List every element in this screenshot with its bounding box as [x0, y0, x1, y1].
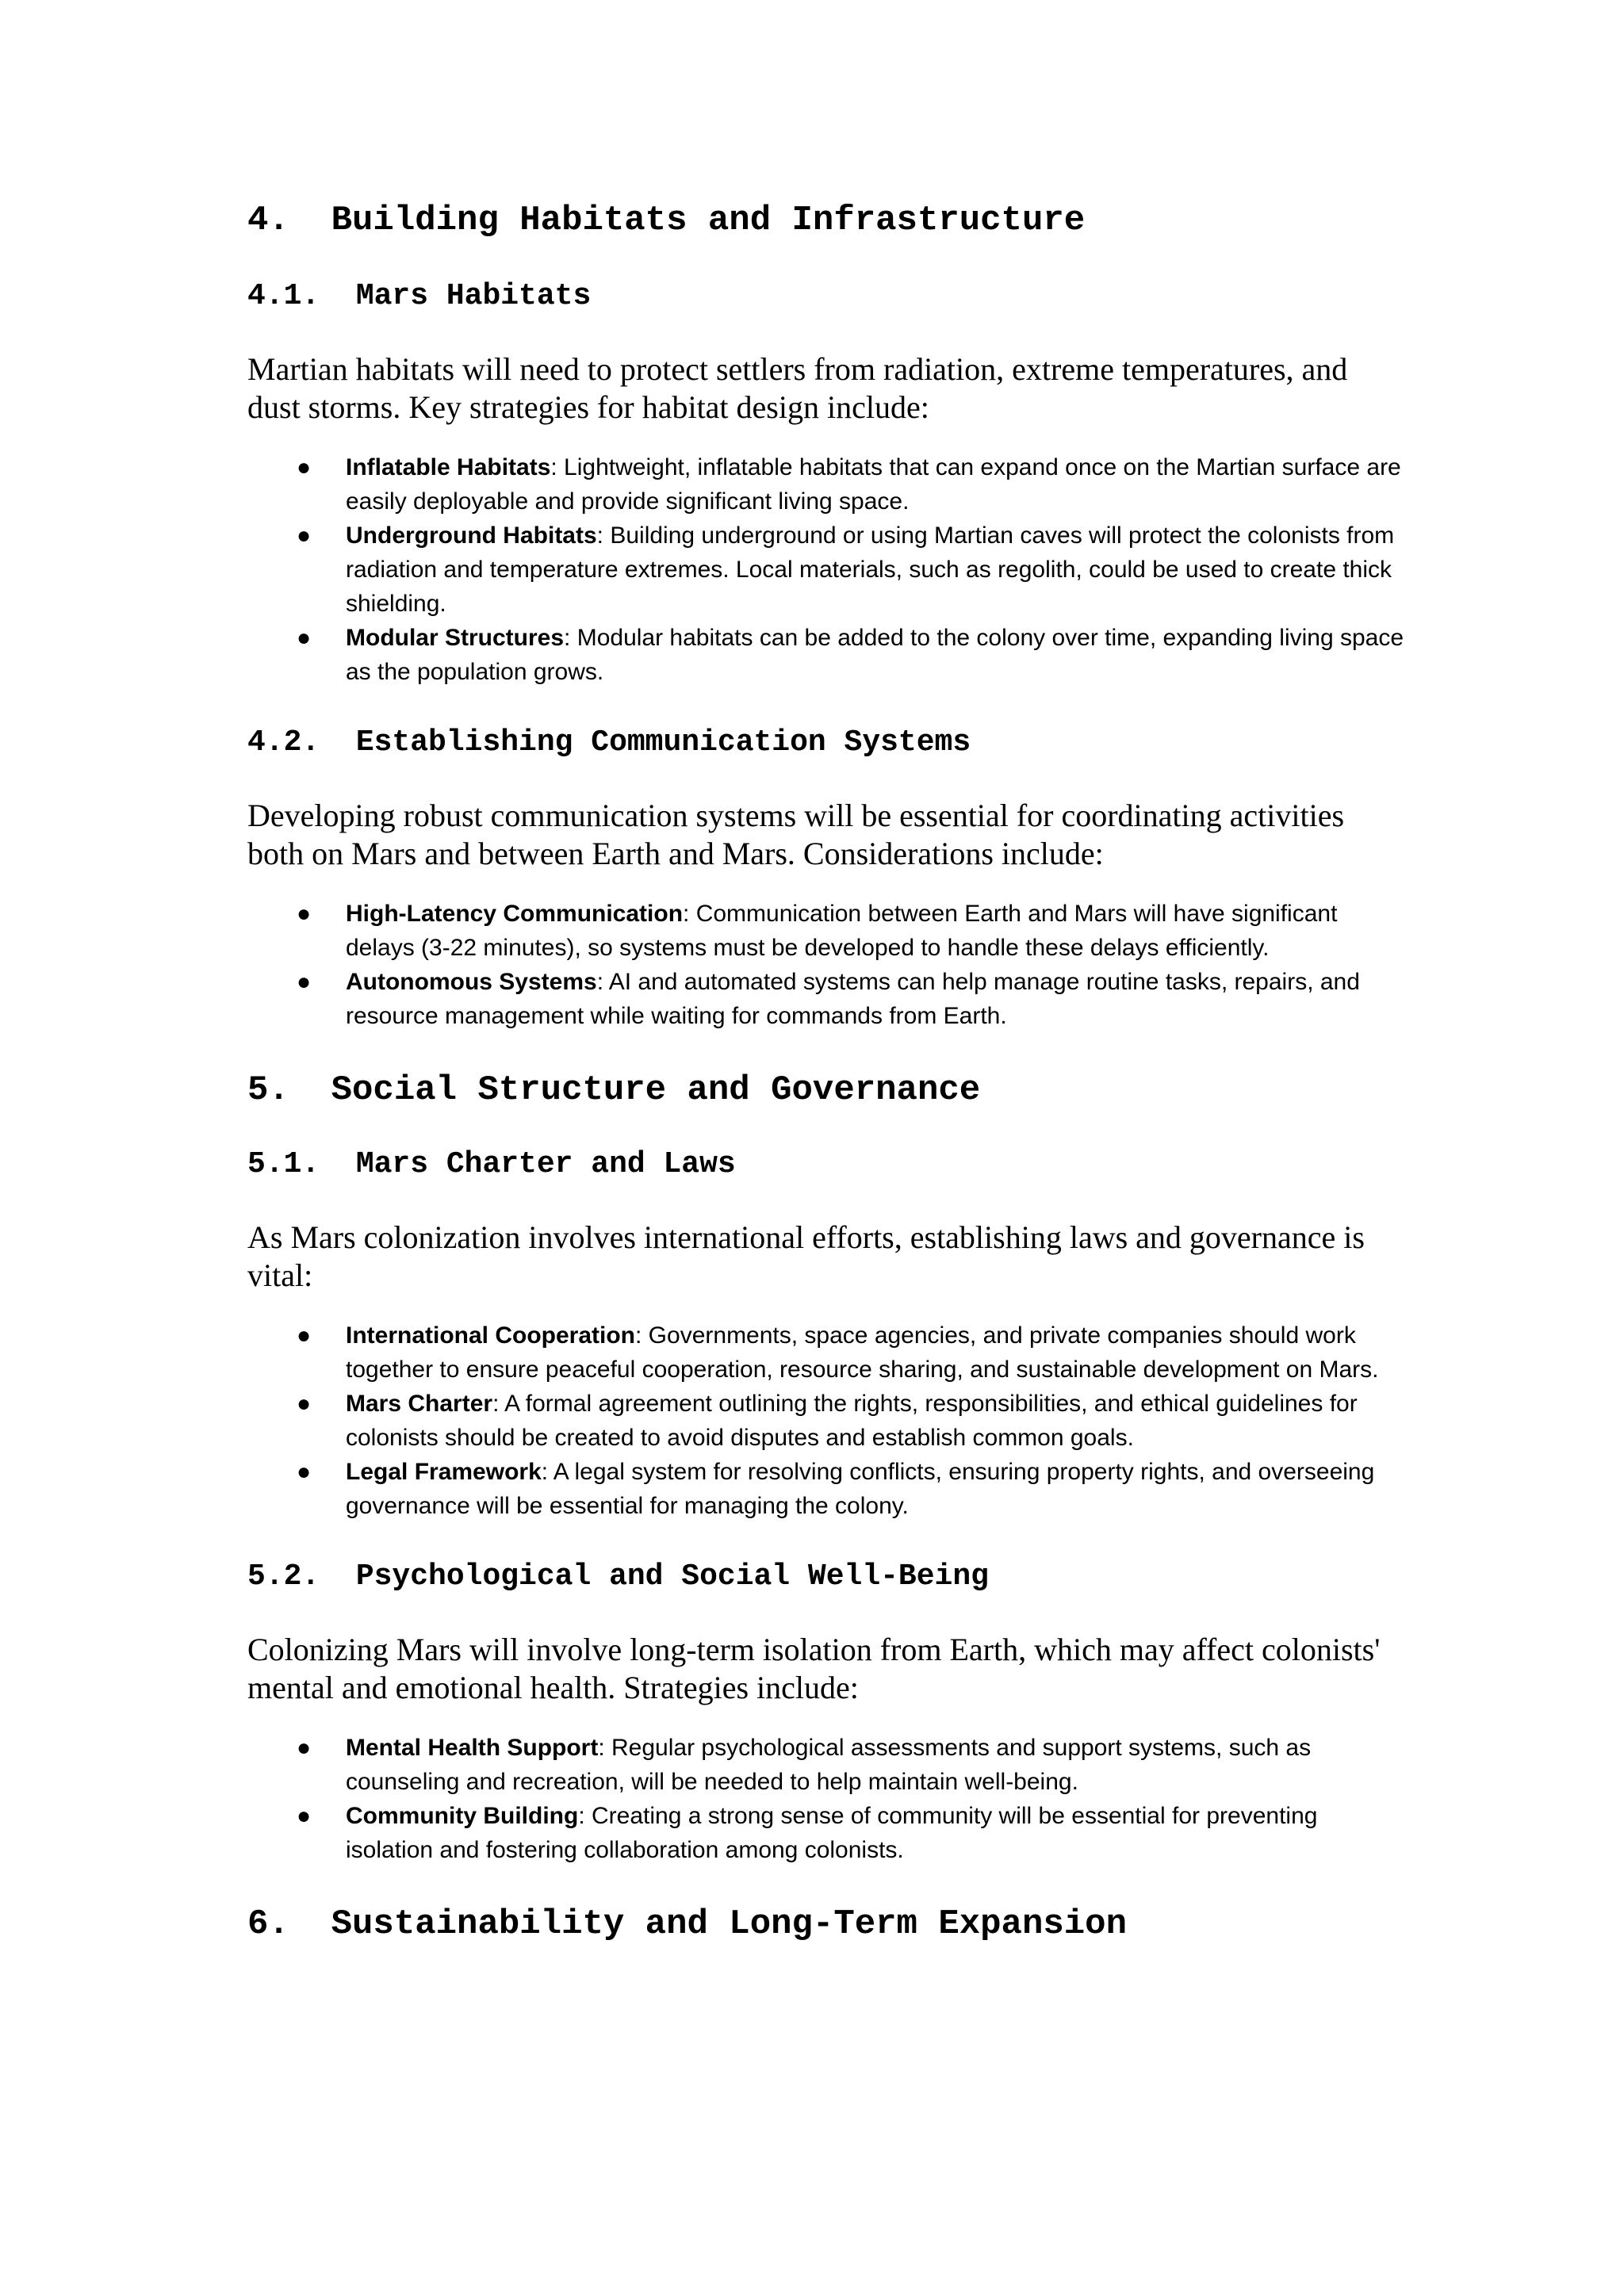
- list-item-text: : Lightweight, inflatable habitats that can expand once on the Martian surface are easily deployable and provide significant living space.: [346, 454, 1401, 515]
- bullet-list: [247, 897, 1405, 1033]
- paragraph: Colonizing Mars will involve long-term isolation from Earth, which may affect colonists' mental and emotional health. Strategies include:: [247, 1632, 1381, 1705]
- list-item-text: : A legal system for resolving conflicts, ensuring property rights, and overseeing governance will be essential for managing the colony.: [346, 1459, 1375, 1519]
- list-item-term: Modular Structures: [346, 625, 565, 651]
- bullet-icon: ●: [297, 969, 312, 995]
- list-item-text: : Modular habitats can be added to the colony over time, expanding living space as the population grows.: [346, 625, 1404, 685]
- list-item-term: International Cooperation: [346, 1322, 636, 1349]
- list-item-text: : A formal agreement outlining the rights, responsibilities, and ethical guidelines for colonists should be created to avoid disputes and establish common goals.: [346, 1391, 1358, 1451]
- paragraph: Martian habitats will need to protect settlers from radiation, extreme temperatures, and dust storms. Key strategies for habitat design include:: [247, 351, 1348, 425]
- document-page: [247, 197, 1405, 1948]
- bullet-icon: ●: [297, 625, 312, 651]
- list-item-term: Legal Framework: [346, 1459, 542, 1485]
- section-heading: 5. Social Structure and Governance: [247, 1070, 981, 1110]
- list-item-term: Underground Habitats: [346, 522, 597, 549]
- bullet-icon: ●: [297, 1391, 312, 1417]
- list-item-term: Autonomous Systems: [346, 969, 597, 995]
- list-item-text: : Governments, space agencies, and private companies should work together to ensure peaceful cooperation, resource sharing, and sustainable development on Mars.: [346, 1322, 1379, 1383]
- paragraph: Developing robust communication systems will be essential for coordinating activities both on Mars and between Earth and Mars. Considerations include:: [247, 798, 1345, 871]
- bullet-icon: ●: [297, 1322, 312, 1349]
- bullet-list: [247, 1318, 1405, 1523]
- bullet-icon: ●: [297, 522, 312, 549]
- list-item-term: Mars Charter: [346, 1391, 493, 1417]
- bullet-icon: ●: [297, 454, 312, 480]
- paragraph: As Mars colonization involves international efforts, establishing laws and governance is vital:: [247, 1219, 1365, 1293]
- list-item: [247, 1799, 1405, 1867]
- list-item-text: : Communication between Earth and Mars will have significant delays (3-22 minutes), so systems must be developed to handle these delays efficiently.: [346, 901, 1338, 961]
- subsection-heading: 4.2. Establishing Communication Systems: [247, 725, 971, 760]
- section-heading: 4. Building Habitats and Infrastructure: [247, 201, 1086, 240]
- list-item-term: Inflatable Habitats: [346, 454, 551, 480]
- list-item: [247, 1318, 1405, 1387]
- list-item: [247, 965, 1405, 1033]
- section-heading: 6. Sustainability and Long-Term Expansion: [247, 1904, 1127, 1944]
- list-item-text: : Creating a strong sense of community will be essential for preventing isolation and fostering collaboration among colonists.: [346, 1803, 1318, 1863]
- list-item: [247, 621, 1405, 689]
- list-item: [247, 1731, 1405, 1799]
- list-item: [247, 519, 1405, 621]
- list-item-term: Community Building: [346, 1803, 579, 1829]
- list-item-term: Mental Health Support: [346, 1735, 599, 1761]
- bullet-list: [247, 450, 1405, 689]
- list-item-text: : AI and automated systems can help manage routine tasks, repairs, and resource management while waiting for commands from Earth.: [346, 969, 1360, 1029]
- bullet-icon: ●: [297, 1735, 312, 1761]
- subsection-heading: 4.1. Mars Habitats: [247, 279, 592, 313]
- list-item-term: High-Latency Communication: [346, 901, 684, 927]
- list-item: [247, 897, 1405, 965]
- list-item-text: : Regular psychological assessments and support systems, such as counseling and recreation, will be needed to help maintain well-being.: [346, 1735, 1312, 1795]
- bullet-icon: ●: [297, 1459, 312, 1485]
- subsection-heading: 5.1. Mars Charter and Laws: [247, 1147, 736, 1181]
- list-item: [247, 1455, 1405, 1523]
- list-item-text: : Building underground or using Martian caves will protect the colonists from radiation and temperature extremes. Local materials, such as regolith, could be used to create thick shielding.: [346, 522, 1395, 617]
- list-item: [247, 1387, 1405, 1455]
- bullet-icon: ●: [297, 1803, 312, 1829]
- subsection-heading: 5.2. Psychological and Social Well-Being: [247, 1559, 989, 1594]
- list-item: [247, 450, 1405, 519]
- bullet-icon: ●: [297, 901, 312, 927]
- bullet-list: [247, 1731, 1405, 1867]
